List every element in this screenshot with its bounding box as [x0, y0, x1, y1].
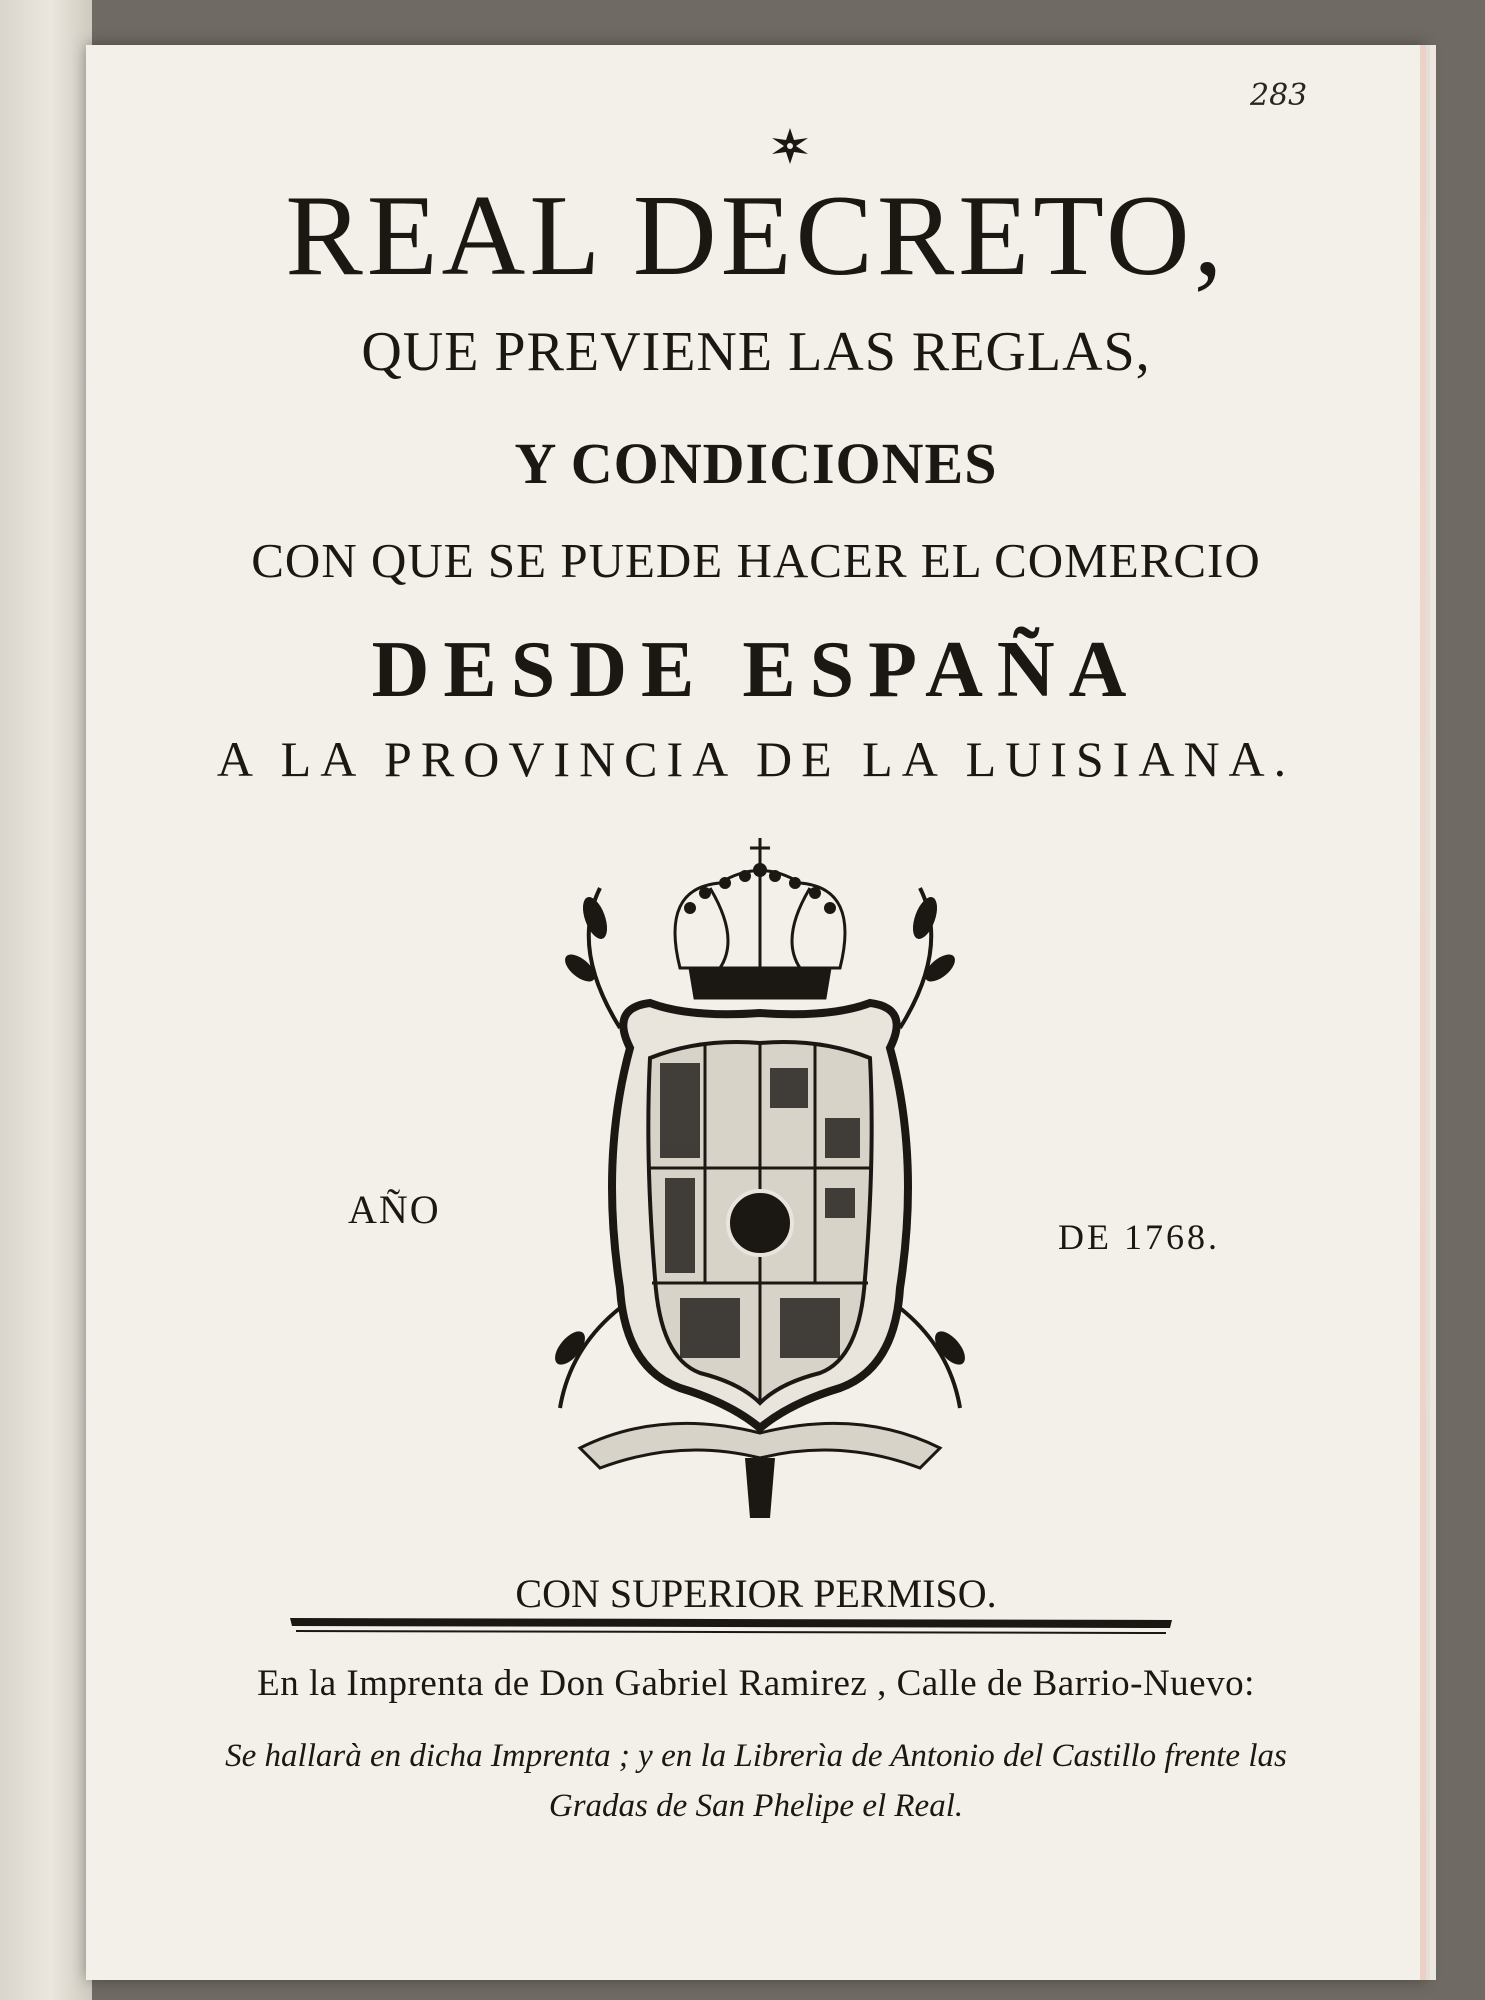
- cross-icon: [770, 126, 810, 166]
- coat-of-arms-icon: [540, 828, 980, 1528]
- divider-rule: [290, 1614, 1172, 1636]
- folio-number: 283: [1250, 78, 1308, 113]
- imprint-line-3: Gradas de San Phelipe el Real.: [548, 1788, 964, 1824]
- imprint-line-1: En la Imprenta de Don Gabriel Ramirez , Calle de Barrio-Nuevo:: [257, 1663, 1255, 1704]
- imprint-line-2: Se hallarà en dicha Imprenta ; y en la Librerìa de Antonio del Castillo frente las: [225, 1738, 1287, 1774]
- permission-line: CON SUPERIOR PERMISO.: [515, 1571, 997, 1616]
- subtitle-line-2: Y CONDICIONES: [514, 431, 998, 496]
- document-title: REAL DECRETO,: [285, 172, 1227, 300]
- subtitle-line-5: A LA PROVINCIA DE LA LUISIANA.: [216, 731, 1296, 787]
- subtitle-line-3: CON QUE SE PUEDE HACER EL COMERCIO: [251, 533, 1261, 588]
- subtitle-line-1: QUE PREVIENE LAS REGLAS,: [361, 321, 1151, 383]
- subtitle-line-4: DESDE ESPAÑA: [371, 626, 1141, 714]
- previous-page-edge: [0, 0, 92, 2000]
- year-label: AÑO: [348, 1187, 441, 1232]
- year-value: DE 1768.: [1058, 1217, 1220, 1257]
